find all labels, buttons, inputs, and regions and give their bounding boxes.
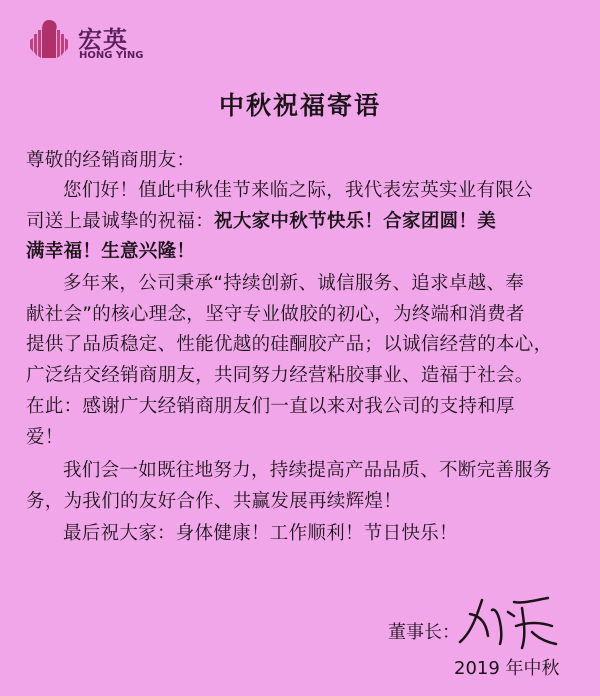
letter-line xyxy=(63,456,552,482)
company-logo xyxy=(26,16,176,62)
text: 献社会”的核心理念，坚守专业做胶的初心，为终端和消费者 xyxy=(26,304,525,325)
text: 我们会一如既往地努力，持续提高产品品质、不断完善服务 xyxy=(63,460,552,481)
letter-line xyxy=(26,300,525,326)
logo-name-en: HONG YING xyxy=(79,50,144,61)
text: 务，为我们的友好合作、共赢发展再续辉煌！ xyxy=(26,491,403,512)
letter-line xyxy=(26,330,552,356)
letter-line xyxy=(26,423,64,449)
text: 提供了品质稳定、性能优越的硅酮胶产品；以诚信经营的本心， xyxy=(26,334,553,355)
letter-line xyxy=(26,361,534,387)
handwritten-signature xyxy=(452,592,562,652)
letter-title: 中秋祝福寄语 xyxy=(218,91,381,120)
letter-date: 2019 年中秋 xyxy=(454,658,560,679)
letter-line xyxy=(26,392,515,418)
bold-text: 满幸福！生意兴隆！ xyxy=(26,241,196,262)
letter-line xyxy=(63,176,533,202)
text: 最后祝大家：身体健康！工作顺利！节日快乐！ xyxy=(63,523,458,544)
letter-line xyxy=(26,237,195,263)
letter-line xyxy=(63,269,524,295)
letter-line xyxy=(26,487,402,513)
letter-line xyxy=(26,207,496,233)
text: 多年来，公司秉承“持续创新、诚信服务、追求卓越、奉 xyxy=(63,273,525,294)
logo-name-cn: 宏英 xyxy=(78,26,128,54)
text: 在此：感谢广大经销商朋友们一直以来对我公司的支持和厚 xyxy=(26,396,515,417)
greeting: 尊敬的经销商朋友： xyxy=(26,150,196,171)
logo-emblem-icon xyxy=(26,16,72,62)
signature-label: 董事长： xyxy=(388,622,460,643)
text: 司送上最诚挚的祝福： xyxy=(26,211,215,232)
letter-line xyxy=(63,519,458,545)
text: 广泛结交经销商朋友，共同努力经营粘胶事业、造福于社会。 xyxy=(26,365,534,386)
bold-text: 祝大家中秋节快乐！合家团圆！美 xyxy=(214,211,497,232)
text: 爱！ xyxy=(26,427,64,448)
text: 您们好！值此中秋佳节来临之际，我代表宏英实业有限公 xyxy=(63,180,534,201)
